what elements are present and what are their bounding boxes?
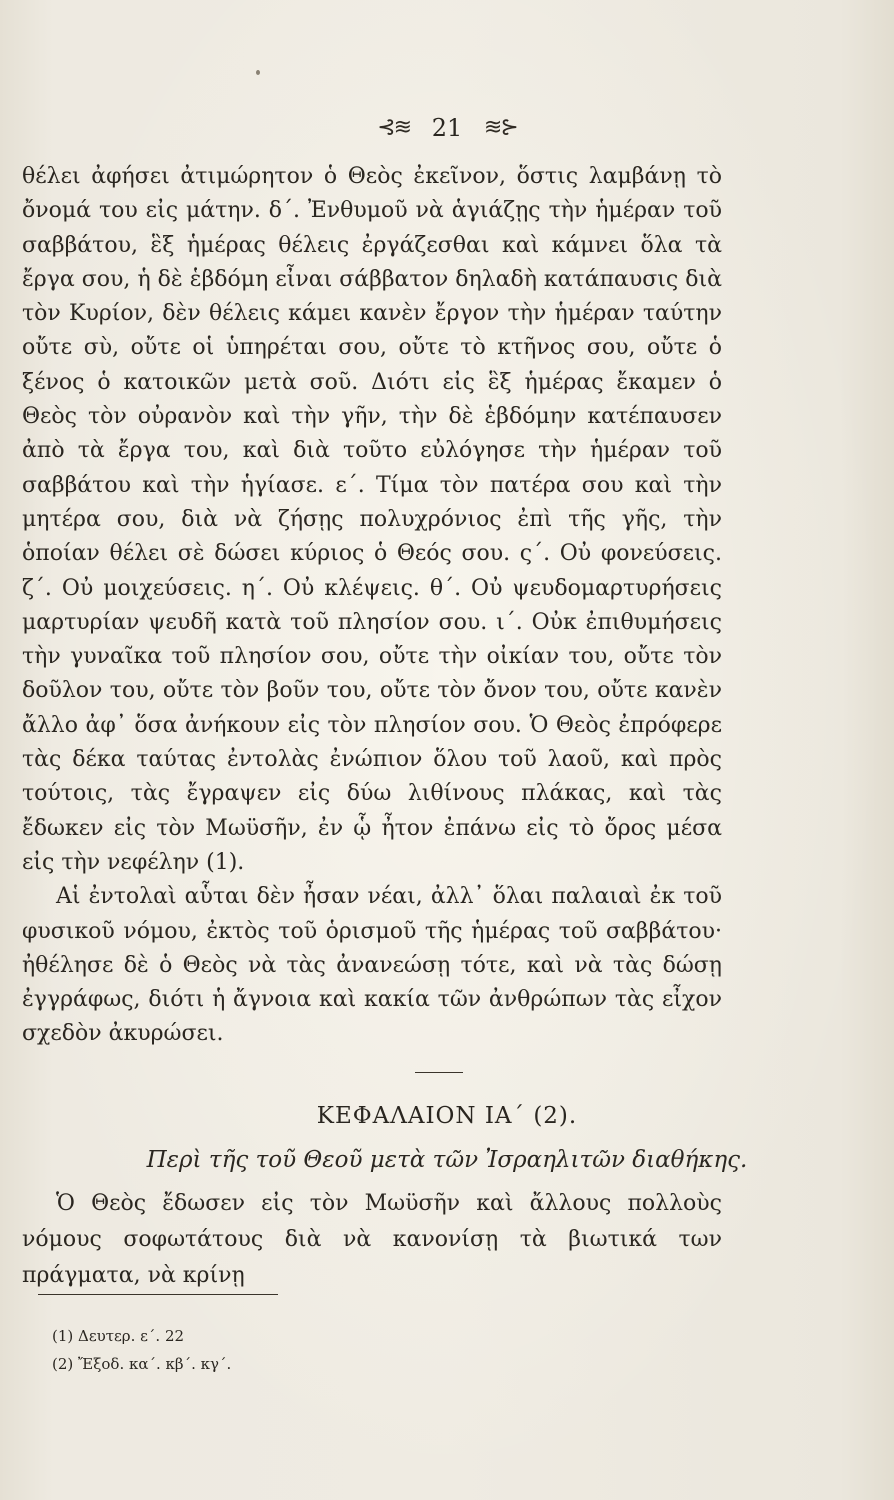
right-ornament: ≋⊱ xyxy=(483,114,517,140)
page-number: 21 xyxy=(431,113,463,142)
page-header xyxy=(0,106,894,148)
footnote-2: (2) Ἔξοδ. κα΄. κβ΄. κγ΄. xyxy=(52,1355,232,1373)
chapter-title: ΚΕΦΑΛΑΙΟΝ ΙΑ΄ (2). xyxy=(316,1103,578,1129)
footnotes xyxy=(52,1322,231,1378)
footnote-1: (1) Δευτερ. ε΄. 22 xyxy=(52,1327,185,1345)
paragraph-natural-law: Αἱ ἐντολαὶ αὗται δὲν ἦσαν νέαι, ἀλλ᾽ ὅλαι παλαιαὶ ἐκ τοῦ φυσικοῦ νόμου, ἐκτὸς τοῦ ὁρισμοῦ τῆς ἡμέρας τοῦ σαββάτου· ἠθέλησε δὲ ὁ Θεὸς νὰ τὰς ἀνανεώσῃ τότε, καὶ νὰ τὰς δώσῃ ἐγγράφως, διότι ἡ ἄγνοια καὶ κακία τῶν ἀνθρώπων τὰς εἶχον σχεδὸν ἀκυρώσει. xyxy=(22,884,722,1047)
left-ornament: ⊰≋ xyxy=(377,114,411,140)
main-text xyxy=(22,160,722,1052)
footnote-rule xyxy=(38,1294,278,1295)
section-divider xyxy=(415,1072,463,1073)
paragraph-laws: Ὁ Θεὸς ἔδωσεν εἰς τὸν Μωϋσῆν καὶ ἄλλους πολλοὺς νόμους σοφωτάτους διὰ νὰ κανονίσῃ τὰ βιωτικά των πράγματα, νὰ κρίνῃ xyxy=(22,1191,722,1288)
chapter-subtitle: Περὶ τῆς τοῦ Θεοῦ μετὰ τῶν Ἰσραηλιτῶν διαθήκης. xyxy=(146,1147,748,1173)
paragraph-commandments: θέλει ἀφήσει ἀτιμώρητον ὁ Θεὸς ἐκεῖνον, ὅστις λαμβάνῃ τὸ ὄνομά του εἰς μάτην. δ΄. Ἐνθυμοῦ νὰ ἁγιάζῃς τὴν ἡμέραν τοῦ σαββάτου, ἓξ ἡμέρας θέλεις ἐργάζεσθαι καὶ κάμνει ὅλα τὰ ἔργα σου, ἡ δὲ ἑβδόμη εἶναι σάββατον δηλαδὴ κατάπαυσις διὰ τὸν Κυρίον, δὲν θέλεις κάμει κανὲν ἔργον τὴν ἡμέραν ταύτην οὔτε σὺ, οὔτε οἱ ὑπηρέται σου, οὔτε τὸ κτῆνος σου, οὔτε ὁ ξένος ὁ κατοικῶν μετὰ σοῦ. Διότι εἰς ἓξ ἡμέρας ἔκαμεν ὁ Θεὸς τὸν οὐρανὸν καὶ τὴν γῆν, τὴν δὲ ἑβδόμην κατέπαυσεν ἀπὸ τὰ ἔργα του, καὶ διὰ τοῦτο εὐλόγησε τὴν ἡμέραν τοῦ σαββάτου καὶ τὴν ἡγίασε. ε΄. Τίμα τὸν πατέρα σου καὶ τὴν μητέρα σου, διὰ νὰ ζήσῃς πολυχρόνιος ἐπὶ τῆς γῆς, τὴν ὁποίαν θέλει σὲ δώσει κύριος ὁ Θεός σου. ς΄. Οὐ φονεύσεις. ζ΄. Οὐ μοιχεύσεις. η΄. Οὐ κλέψεις. θ΄. Οὐ ψευδομαρτυρήσεις μαρτυρίαν ψευδῆ κατὰ τοῦ πλησίον σου. ι΄. Οὐκ ἐπιθυμήσεις τὴν γυναῖκα τοῦ πλησίον σου, οὔτε τὴν οἰκίαν του, οὔτε τὸν δοῦλον του, οὔτε τὸν βοῦν του, οὔτε τὸν ὄνον του, οὔτε κανὲν ἄλλο ἀφ᾽ ὅσα ἀνήκουν εἰς τὸν πλησίον σου. Ὁ Θεὸς ἐπρόφερε τὰς δέκα ταύτας ἐντολὰς ἐνώπιον ὅλου τοῦ λαοῦ, καὶ πρὸς τούτοις, τὰς ἔγραψεν εἰς δύω λιθίνους πλάκας, καὶ τὰς ἔδωκεν εἰς τὸν Μωϋσῆν, ἐν ᾧ ἦτον ἐπάνω εἰς τὸ ὄρος μέσα εἰς τὴν νεφέλην (1). xyxy=(22,164,722,875)
chapter-text xyxy=(22,1186,722,1294)
ink-spot xyxy=(256,70,260,75)
